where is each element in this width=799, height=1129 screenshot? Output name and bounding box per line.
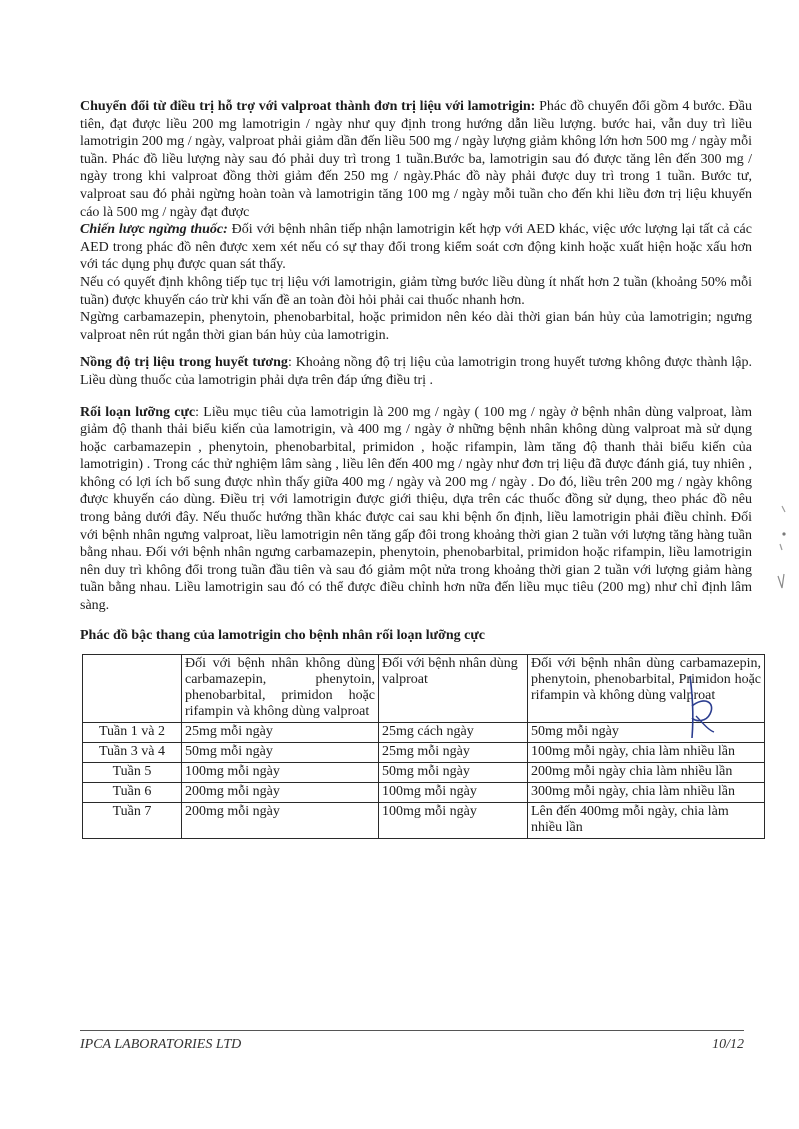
- table-cell: 25mg cách ngày: [379, 723, 528, 743]
- table-row: [83, 723, 765, 743]
- table-cell: 100mg mỗi ngày: [379, 803, 528, 839]
- withdrawal-heading: Chiến lược ngừng thuốc:: [80, 222, 228, 238]
- withdrawal-text: Đối với bệnh nhân tiếp nhận lamotrigin kết hợp với AED khác, việc ước lượng lại tất cả các AED trong phác đồ nên được xem xét nếu có sự thay đổi trong kiểm soát cơn động kinh hoặc xuất hiện hoặc xấu hơn với tác dụng phụ được quan sát thấy.: [80, 222, 752, 273]
- table-caption: Phác đồ bậc thang của lamotrigin cho bệnh nhân rối loạn lưỡng cực: [80, 627, 485, 643]
- table-header-cell: Đối với bệnh nhân không dùng carbamazepin, phenytoin, phenobarbital, primidon hoặc rifampin và không dùng valproat: [182, 655, 379, 723]
- table-cell: 200mg mỗi ngày: [182, 803, 379, 839]
- table-cell: 50mg mỗi ngày: [379, 763, 528, 783]
- table-header-row: [83, 655, 765, 723]
- withdrawal-paragraph-2: Nếu có quyết định không tiếp tục trị liệu với lamotrigin, giảm từng bước liều dùng ít nhất hơn 2 tuần (khoảng 50% mỗi tuần) được khuyến cáo trừ khi vấn đề an toàn đòi hỏi phải cai thuốc nhanh hơn.: [80, 274, 752, 308]
- table-cell: 300mg mỗi ngày, chia làm nhiều lần: [528, 783, 765, 803]
- margin-stamp-marks: [772, 500, 796, 620]
- switch-heading: Chuyển đổi từ điều trị hỗ trợ với valproat thành đơn trị liệu với lamotrigin:: [80, 99, 536, 114]
- table-cell: Tuần 3 và 4: [83, 743, 182, 763]
- document-body: [80, 98, 761, 839]
- table-cell: 50mg mỗi ngày: [182, 743, 379, 763]
- table-cell: Tuần 5: [83, 763, 182, 783]
- table-cell: 200mg mỗi ngày chia làm nhiều lần: [528, 763, 765, 783]
- table-cell: 200mg mỗi ngày: [182, 783, 379, 803]
- withdrawal-paragraph: [80, 221, 752, 274]
- plasma-paragraph: [80, 354, 752, 389]
- table-cell: 50mg mỗi ngày: [528, 723, 765, 743]
- footer-company: IPCA LABORATORIES LTD: [80, 1037, 242, 1052]
- bipolar-heading: Rối loạn lưỡng cực: [80, 404, 196, 420]
- table-row: [83, 783, 765, 803]
- table-cell: Tuần 7: [83, 803, 182, 839]
- table-cell: 100mg mỗi ngày: [379, 783, 528, 803]
- table-cell: 100mg mỗi ngày, chia làm nhiều lần: [528, 743, 765, 763]
- switch-text: Phác đồ chuyển đổi gồm 4 bước. Đầu tiên, đạt được liều 200 mg lamotrigin / ngày như quy định trong hướng dẫn liều lượng. bước hai, vẫn duy trì liều lamotrigin 200 mg / ngày, valproat phải giảm dần đến liều 500 mg / ngày lượng giảm không lớn hơn 500 mg / ngày mỗi tuần. Phác đồ liều lượng này sau đó phải duy trì trong 1 tuần.Bước ba, lamotrigin sau đó được tăng lên đến 300 mg / ngày trong khi valproat đồng thời giảm đến 250 mg / ngày.Phác đồ này phải được duy trì trong 1 tuần. Bước tư, valproat sau đó phải ngừng hoàn toàn và lamotrigin tăng 100 mg / ngày mỗi tuần cho đến khi liều đơn trị liệu khuyến cáo là 500 mg / ngày đạt được: [80, 99, 752, 220]
- plasma-text: : Khoảng nồng độ trị liệu của lamotrigin trong huyết tương không được thành lập. Liều dùng thuốc của lamotrigin phải dựa trên đáp ứng điều trị .: [80, 355, 753, 388]
- dosing-table: [82, 654, 765, 839]
- switch-paragraph: [80, 98, 752, 221]
- withdrawal-paragraph-3: Ngừng carbamazepin, phenytoin, phenobarbital, hoặc primidon nên kéo dài thời gian bán hủy của lamotrigin; ngưng valproat nên rút ngắn thời gian bán hủy của lamotrigin.: [80, 310, 752, 343]
- bipolar-paragraph: [80, 404, 752, 615]
- plasma-heading: Nồng độ trị liệu trong huyết tương: [80, 355, 288, 371]
- bipolar-text: : Liều mục tiêu của lamotrigin là 200 mg / ngày ( 100 mg / ngày ở bệnh nhân dùng valproat, làm giảm độ thanh thải biểu kiến của lamotrigin, và 400 mg / ngày ở những bệnh nhân không dùng valproat mà sử dụng hoặc carbamazepin , phenytoin, phenobarbital, primidon , hoặc rifampin, làm tăng độ thanh thải biểu kiến của lamotrigin) . Trong các thử nghiệm lâm sàng , liều lên đến 400 mg / ngày như đơn trị liệu đã được đánh giá, tuy nhiên , không có lợi ích bổ sung được nhìn thấy giữa 400 mg / ngày và 200 mg / ngày . Do đó, liều trên 200 mg / ngày không được khuyến cáo dùng. Điều trị với lamotrigin được giới thiệu, dựa trên các thuốc đồng sử dụng, theo phác đồ nêu trong bảng dưới đây. Nếu thuốc hướng thần khác được cai sau khi bệnh ổn định, liều lamotrigin phải điều chỉnh. Đối với bệnh nhân ngưng valproat, liều lamotrigin nên tăng gấp đôi trong khoảng thời gian 2 tuần với lượng tăng hàng tuần bằng nhau. Đối với bệnh nhân ngưng carbamazepin, phenytoin, phenobarbital, primidon hoặc rifampin, liều lamotrigin nên duy trì không đổi trong tuần đầu tiên và sau đó giảm một nửa trong khoảng thời gian 2 tuần với lượng giảm hàng tuần bằng nhau. Liều lamotrigin sau đó có thể được điều chỉnh hơn nữa đến liều mục tiêu (200 mg) như chỉ định lâm sàng.: [80, 404, 752, 614]
- table-cell: Tuần 1 và 2: [83, 723, 182, 743]
- table-header-cell: Đối với bệnh nhân dùng carbamazepin, phenytoin, phenobarbital, Primidon hoặc rifampin và không dùng valproat: [528, 655, 765, 723]
- handwritten-signature: [676, 672, 724, 742]
- page-footer: [80, 1030, 744, 1053]
- table-header-cell: [83, 655, 182, 723]
- table-cell: 25mg mỗi ngày: [379, 743, 528, 763]
- table-row: [83, 803, 765, 839]
- table-cell: Tuần 6: [83, 783, 182, 803]
- footer-page-number: 10/12: [712, 1037, 744, 1052]
- table-row: [83, 743, 765, 763]
- table-cell: 25mg mỗi ngày: [182, 723, 379, 743]
- table-cell: 100mg mỗi ngày: [182, 763, 379, 783]
- table-cell: Lên đến 400mg mỗi ngày, chia làm nhiều lần: [528, 803, 765, 839]
- table-row: [83, 763, 765, 783]
- table-header-cell: Đối với bệnh nhân dùng valproat: [379, 655, 528, 723]
